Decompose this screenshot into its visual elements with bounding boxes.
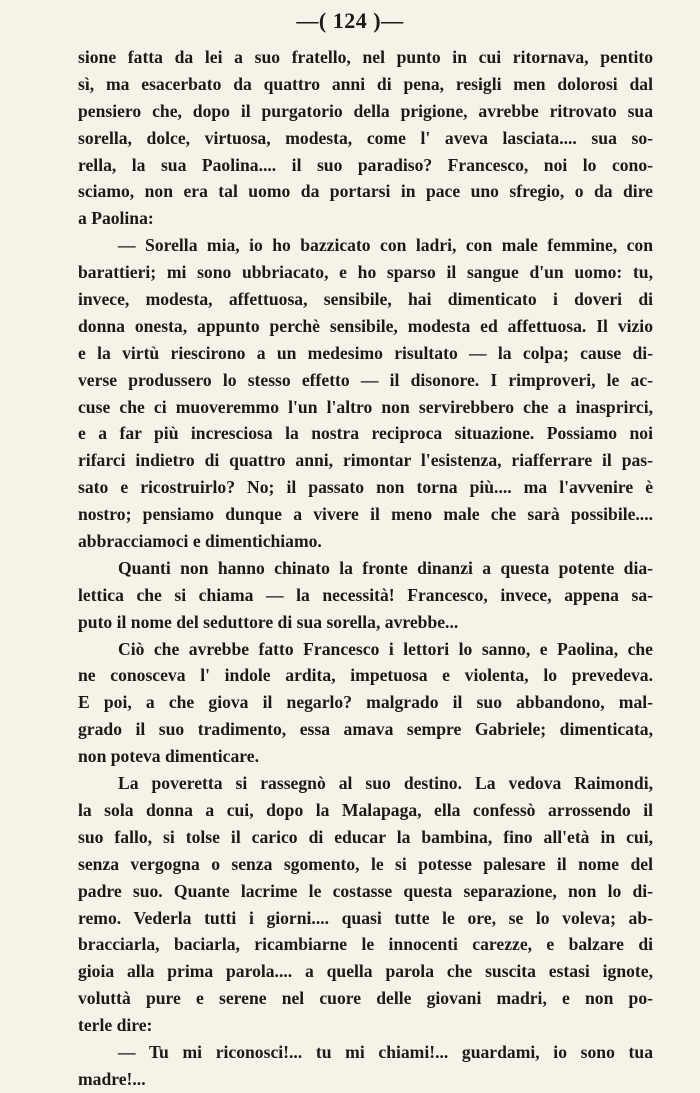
text-line: cuse che ci muoveremmo l'un l'altro non servirebbero che a inasprirci,: [78, 396, 653, 417]
page-number: —( 124 )—: [296, 8, 404, 33]
text-line: invece, modesta, affettuosa, sensibile, hai dimenticato i doveri di: [78, 289, 653, 310]
text-line: terle dire:: [78, 1015, 153, 1036]
text-line: sato e ricostruirlo? No; il passato non torna più.... ma l'avvenire è: [78, 477, 653, 498]
text-line: a Paolina:: [78, 208, 154, 229]
text-line: Ciò che avrebbe fatto Francesco i lettori lo sanno, e Paolina, che: [118, 638, 653, 659]
text-line: abbracciamoci e dimentichiamo.: [78, 531, 322, 552]
text-line: voluttà pure e serene nel cuore delle giovani madri, e non po-: [78, 988, 653, 1009]
text-line: sciamo, non era tal uomo da portarsi in pace uno sfregio, o da dire: [78, 181, 653, 202]
text-line: Quanti non hanno chinato la fronte dinanzi a questa potente dia-: [118, 557, 653, 578]
text-line: bracciarla, baciarla, ricambiarne le innocenti carezze, e balzare di: [78, 934, 653, 955]
text-line: e a far più incresciosa la nostra reciproca situazione. Possiamo noi: [78, 423, 653, 444]
text-line: remo. Vederla tutti i giorni.... quasi tutte le ore, se lo voleva; ab-: [78, 907, 653, 928]
text-line: puto il nome del seduttore di sua sorella, avrebbe...: [78, 611, 459, 632]
text-line: sione fatta da lei a suo fratello, nel punto in cui ritornava, pentito: [78, 47, 653, 67]
text-line: barattieri; mi sono ubbriacato, e ho sparso il sangue d'un uomo: tu,: [78, 262, 653, 283]
text-line: sì, ma esacerbato da quattro anni di pena, resigli men dolorosi dal: [78, 73, 653, 94]
text-line: lettica che si chiama — la necessità! Francesco, invece, appena sa-: [78, 584, 653, 605]
text-line: — Sorella mia, io ho bazzicato con ladri, con male femmine, con: [118, 235, 653, 256]
text-line: suo fallo, si tolse il carico di educar la bambina, fino all'età in cui,: [78, 826, 653, 847]
text-line: gioia alla prima parola.... a quella parola che suscita estasi ignote,: [78, 961, 653, 982]
text-line: senza vergogna o senza sgomento, le si potesse palesare il nome del: [78, 853, 653, 874]
text-line: E poi, a che giova il negarlo? malgrado il suo abbandono, mal-: [78, 692, 653, 713]
text-line: la sola donna a cui, dopo la Malapaga, ella confessò arrossendo il: [78, 799, 653, 820]
text-line: rifarci indietro di quattro anni, rimontar l'esistenza, riafferrare il pas-: [78, 450, 653, 471]
text-line: donna onesta, appunto perchè sensibile, modesta ed affettuosa. Il vizio: [78, 315, 653, 336]
text-line: — Tu mi riconosci!... tu mi chiami!... guardami, io sono tua: [118, 1041, 653, 1062]
text-line: verse produssero lo stesso effetto — il disonore. I rimproveri, le ac-: [78, 369, 653, 390]
text-line: non poteva dimenticare.: [78, 746, 259, 767]
body-text: [78, 44, 653, 1093]
text-line: padre suo. Quante lacrime le costasse questa separazione, non lo di-: [78, 880, 653, 901]
text-line: madre!...: [78, 1068, 146, 1089]
text-line: La poveretta si rassegnò al suo destino. La vedova Raimondi,: [118, 773, 653, 794]
text-line: rella, la sua Paolina.... il suo paradiso? Francesco, noi lo cono-: [78, 154, 653, 175]
text-line: ne conosceva l' indole ardita, impetuosa e violenta, lo prevedeva.: [78, 665, 653, 686]
text-line: grado il suo tradimento, essa amava sempre Gabriele; dimenticata,: [78, 719, 653, 740]
text-line: sorella, dolce, virtuosa, modesta, come l' aveva lasciata.... sua so-: [78, 127, 653, 148]
text-line: nostro; pensiamo dunque a vivere il meno male che sarà possibile....: [78, 504, 653, 525]
text-line: pensiero che, dopo il purgatorio della prigione, avrebbe ritrovato sua: [78, 100, 653, 121]
text-line: e la virtù riescirono a un medesimo risultato — la colpa; cause di-: [78, 342, 653, 363]
